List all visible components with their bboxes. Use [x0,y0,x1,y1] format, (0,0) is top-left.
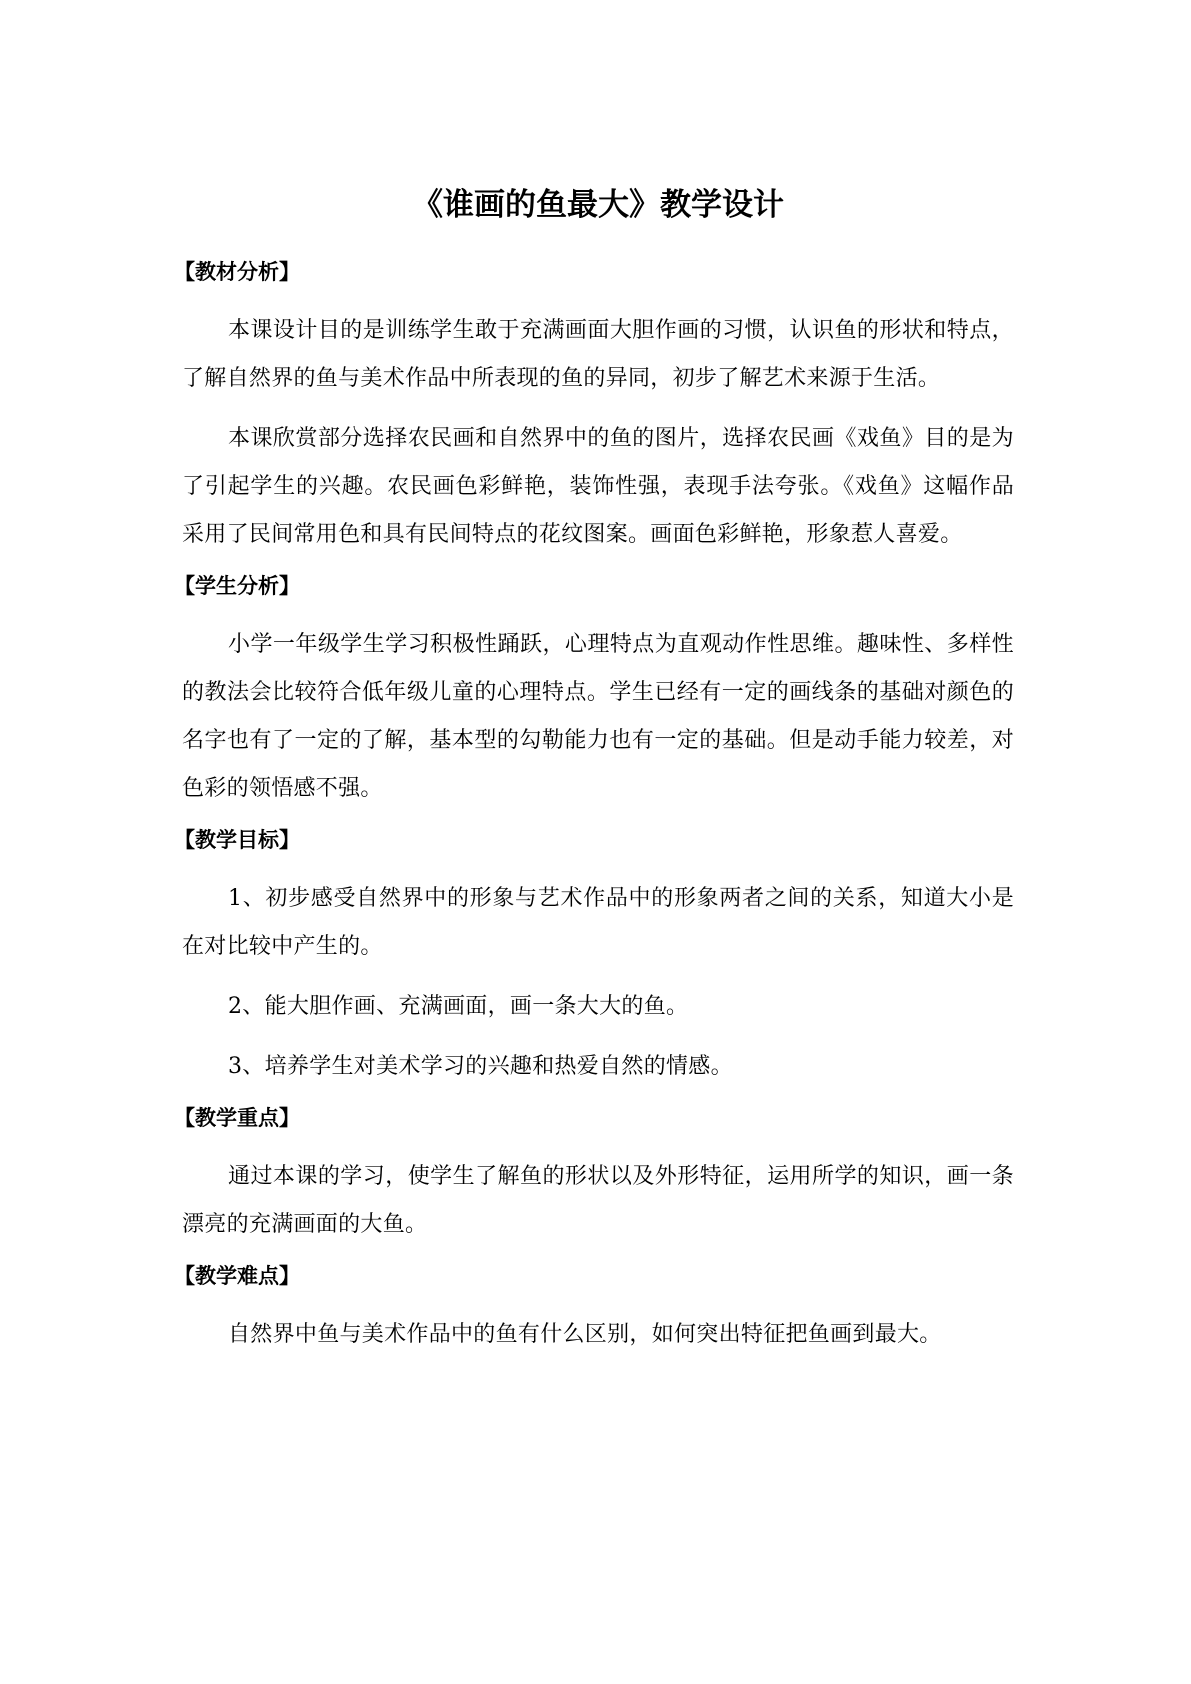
section-teaching-difficulty [174,1261,1014,1359]
section-heading: 【教学重点】 [174,1106,300,1130]
paragraph: 2、能大胆作画、充满画面，画一条大大的鱼。 [228,994,689,1019]
section-student-analysis [174,571,1014,813]
paragraph: 小学一年级学生学习积极性踊跃，心理特点为直观动作性思维。趣味性、多样性的教法会比较符合低年级儿童的心理特点。学生已经有一定的画线条的基础对颜色的名字也有了一定的了解，基本型的勾勒能力也有一定的基础。但是动手能力较差，对色彩的领悟感不强。 [182,632,1014,801]
paragraph: 3、培养学生对美术学习的兴趣和热爱自然的情感。 [228,1054,733,1079]
paragraph: 本课欣赏部分选择农民画和自然界中的鱼的图片，选择农民画《戏鱼》目的是为了引起学生的兴趣。农民画色彩鲜艳，装饰性强，表现手法夸张。《戏鱼》这幅作品采用了民间常用色和具有民间特点的花纹图案。画面色彩鲜艳，形象惹人喜爱。 [182,426,1014,547]
paragraph: 通过本课的学习，使学生了解鱼的形状以及外形特征，运用所学的知识，画一条漂亮的充满画面的大鱼。 [182,1164,1014,1237]
section-heading: 【教材分析】 [174,260,300,284]
paragraph: 本课设计目的是训练学生敢于充满画面大胆作画的习惯，认识鱼的形状和特点，了解自然界的鱼与美术作品中所表现的鱼的异同，初步了解艺术来源于生活。 [182,318,1014,391]
document-title: 《谁画的鱼最大》教学设计 [412,187,784,223]
paragraph: 1、初步感受自然界中的形象与艺术作品中的形象两者之间的关系，知道大小是在对比较中产生的。 [182,886,1014,959]
section-heading: 【教学目标】 [174,828,300,852]
paragraph: 自然界中鱼与美术作品中的鱼有什么区别，如何突出特征把鱼画到最大。 [228,1322,942,1347]
document-body [174,183,1014,1371]
section-heading: 【教学难点】 [174,1264,300,1288]
section-heading: 【学生分析】 [174,574,300,598]
section-teaching-focus [174,1103,1014,1249]
section-textbook-analysis [174,257,1014,559]
section-teaching-objectives [174,825,1014,1091]
